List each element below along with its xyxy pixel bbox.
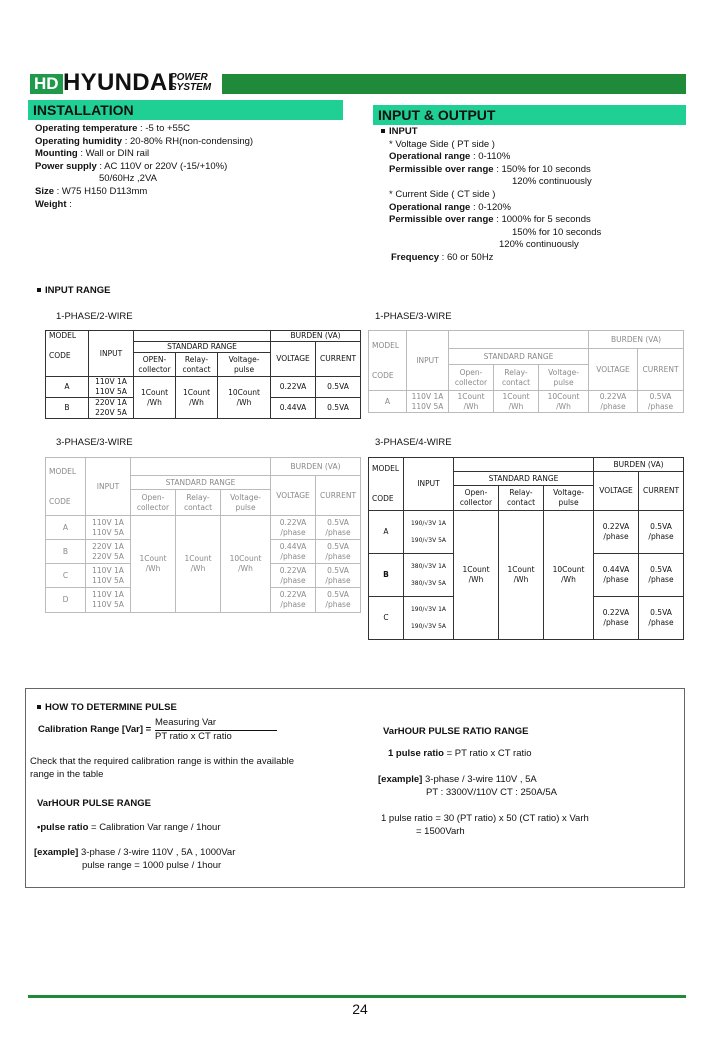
pulse-example: [example] 3-phase / 3-wire 110V , 5A , 1000Var pulse range = 1000 pulse / 1hour bbox=[34, 847, 236, 871]
voltage-header: VOLTAGE bbox=[589, 349, 638, 391]
standard-range-header: STANDARD RANGE bbox=[134, 342, 271, 353]
burden-header: BURDEN (VA) bbox=[589, 331, 684, 349]
spec-line: Operating temperature : -5 to +55C bbox=[35, 123, 190, 134]
voltage-pulse-header: Voltage- pulse bbox=[544, 486, 594, 511]
current-header: CURRENT bbox=[638, 349, 684, 391]
input-range-heading: INPUT RANGE bbox=[37, 285, 110, 298]
spec-line: 120% continuously bbox=[512, 176, 592, 188]
installation-specs bbox=[35, 123, 253, 211]
open-collector-header: Open- collector bbox=[131, 490, 176, 516]
burden-header: BURDEN (VA) bbox=[271, 331, 361, 342]
open-collector-header: OPEN- collector bbox=[134, 353, 176, 377]
spec-line: Operational range : 0-110% bbox=[389, 151, 511, 163]
calibration-numerator: Measuring Var bbox=[155, 717, 277, 731]
standard-range-header: STANDARD RANGE bbox=[449, 349, 589, 365]
power-system-logo-text: POWER SYSTEM bbox=[170, 72, 212, 93]
input-output-heading: INPUT & OUTPUT bbox=[373, 105, 686, 125]
table-label-3p4w: 3-PHASE/4-WIRE bbox=[375, 437, 452, 448]
pulse-heading: HOW TO DETERMINE PULSE bbox=[37, 702, 177, 715]
page-number: 24 bbox=[352, 1001, 368, 1017]
voltage-header: VOLTAGE bbox=[271, 342, 316, 377]
spec-line: Size : W75 H150 D113mm bbox=[35, 185, 148, 197]
ratio-calculation: 1 pulse ratio = 30 (PT ratio) x 50 (CT ratio) x Varh = 1500Varh bbox=[381, 813, 589, 837]
spec-line: Mounting : Wall or DIN rail bbox=[35, 148, 150, 160]
table-label-1p3w: 1-PHASE/3-WIRE bbox=[375, 311, 452, 322]
relay-contact-header: Relay- contact bbox=[494, 365, 539, 391]
model-header: MODEL CODE bbox=[46, 331, 89, 377]
pulse-ratio-line: •pulse ratio = Calibration Var range / 1hour bbox=[37, 822, 221, 833]
voltage-pulse-header: Voltage- pulse bbox=[218, 353, 271, 377]
model-header: MODEL CODE bbox=[369, 331, 407, 391]
burden-header: BURDEN (VA) bbox=[594, 458, 684, 472]
input-header: INPUT bbox=[404, 458, 454, 511]
current-header: CURRENT bbox=[316, 342, 361, 377]
spec-line: Power supply : AC 110V or 220V (-15/+10%) bbox=[35, 160, 228, 172]
bullet-icon bbox=[37, 705, 41, 709]
input-range-table-3p4w bbox=[368, 457, 684, 640]
table-row: D 110V 1A 110V 5A 0.22VA /phase 0.5VA /phase bbox=[46, 588, 361, 613]
model-header: MODEL CODE bbox=[46, 458, 86, 516]
table-row: A 110V 1A 110V 5A 1Count /Wh 1Count /Wh 10Count /Wh 0.22VA /phase 0.5VA /phase bbox=[46, 516, 361, 540]
input-range-table-1p2w bbox=[45, 330, 361, 419]
input-label: INPUT bbox=[381, 126, 601, 139]
input-range-table-3p3w bbox=[45, 457, 361, 613]
burden-header: BURDEN (VA) bbox=[271, 458, 361, 476]
relay-contact-header: Relay- contact bbox=[499, 486, 544, 511]
ratio-line: 1 pulse ratio = PT ratio x CT ratio bbox=[388, 748, 532, 759]
spec-line: * Voltage Side ( PT side ) bbox=[389, 138, 495, 150]
spec-line: 120% continuously bbox=[499, 239, 579, 251]
pulse-range-heading: VarHOUR PULSE RANGE bbox=[37, 798, 152, 809]
relay-contact-header: Relay- contact bbox=[176, 490, 221, 516]
voltage-pulse-header: Voltage- pulse bbox=[221, 490, 271, 516]
pulse-ratio-heading: VarHOUR PULSE RATIO RANGE bbox=[383, 726, 529, 737]
table-row: A 110V 1A 110V 5A 1Count /Wh 1Count /Wh 10Count /Wh 0.22VA 0.5VA bbox=[46, 377, 361, 398]
table-row: B 220V 1A 220V 5A 0.44VA /phase 0.5VA /phase bbox=[46, 540, 361, 564]
spec-line: * Current Side ( CT side ) bbox=[389, 188, 496, 200]
open-collector-header: Open- collector bbox=[449, 365, 494, 391]
spec-line: Weight : bbox=[35, 198, 72, 210]
voltage-header: VOLTAGE bbox=[271, 476, 316, 516]
input-range-table-1p3w bbox=[368, 330, 684, 413]
model-header: MODEL CODE bbox=[369, 458, 404, 511]
standard-range-header: STANDARD RANGE bbox=[131, 476, 271, 490]
hyundai-logo-text: HYUNDAI bbox=[63, 69, 175, 96]
input-header: INPUT bbox=[89, 331, 134, 377]
open-collector-header: Open- collector bbox=[454, 486, 499, 511]
spec-line: Operating humidity : 20-80% RH(non-condensing) bbox=[35, 135, 254, 147]
bullet-icon bbox=[381, 129, 385, 133]
installation-heading: INSTALLATION bbox=[28, 100, 343, 120]
table-row: B 220V 1A 220V 5A 0.44VA 0.5VA bbox=[46, 398, 361, 419]
hd-logo: HD bbox=[30, 74, 63, 94]
check-text: Check that the required calibration range is within the available range in the table bbox=[30, 756, 295, 780]
table-row: C 110V 1A 110V 5A 0.22VA /phase 0.5VA /phase bbox=[46, 564, 361, 588]
standard-range-header: STANDARD RANGE bbox=[454, 472, 594, 486]
table-label-1p2w: 1-PHASE/2-WIRE bbox=[56, 311, 133, 322]
spec-line: 150% for 10 seconds bbox=[512, 226, 602, 238]
footer-bar bbox=[28, 995, 686, 998]
table-row: A 110V 1A 110V 5A 1Count /Wh 1Count /Wh 10Count /Wh 0.22VA /phase 0.5VA /phase bbox=[369, 391, 684, 413]
calibration-denominator: PT ratio x CT ratio bbox=[155, 731, 232, 742]
current-header: CURRENT bbox=[316, 476, 361, 516]
bullet-icon bbox=[37, 288, 41, 292]
table-row: B 380/√3V 1A 380/√3V 5A 0.44VA /phase 0.5VA /phase bbox=[369, 554, 684, 597]
spec-line: Frequency : 60 or 50Hz bbox=[391, 251, 494, 263]
spec-line: Permissible over range : 1000% for 5 seconds bbox=[389, 214, 591, 226]
voltage-pulse-header: Voltage- pulse bbox=[539, 365, 589, 391]
header-bar bbox=[222, 74, 686, 94]
spec-line: 50/60Hz ,2VA bbox=[99, 173, 157, 185]
spec-line: Operational range : 0-120% bbox=[389, 201, 511, 213]
table-row: A 190/√3V 1A 190/√3V 5A 1Count /Wh 1Count /Wh 10Count /Wh 0.22VA /phase 0.5VA /phase bbox=[369, 511, 684, 554]
voltage-header: VOLTAGE bbox=[594, 472, 639, 511]
current-header: CURRENT bbox=[639, 472, 684, 511]
table-label-3p3w: 3-PHASE/3-WIRE bbox=[56, 437, 133, 448]
input-header: INPUT bbox=[86, 458, 131, 516]
input-header: INPUT bbox=[407, 331, 449, 391]
spec-line: Permissible over range : 150% for 10 seconds bbox=[389, 163, 591, 175]
calibration-label: Calibration Range [Var] = bbox=[38, 724, 152, 735]
ratio-example: [example] 3-phase / 3-wire 110V , 5A PT : 3300V/110V CT : 250A/5A bbox=[378, 774, 557, 798]
relay-contact-header: Relay- contact bbox=[176, 353, 218, 377]
table-row: C 190/√3V 1A 190/√3V 5A 0.22VA /phase 0.5VA /phase bbox=[369, 597, 684, 640]
input-specs bbox=[381, 126, 601, 265]
